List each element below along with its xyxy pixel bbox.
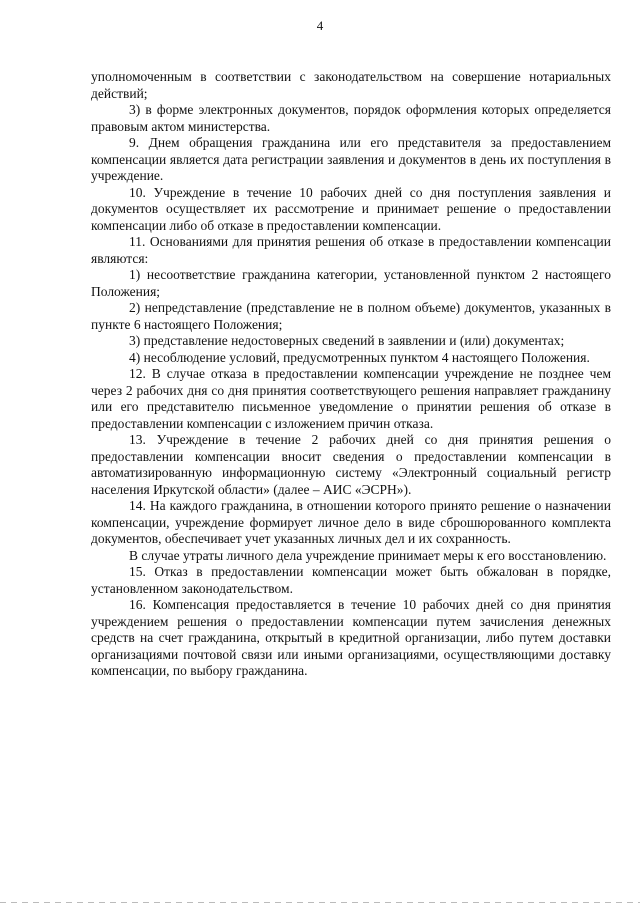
paragraph: 16. Компенсация предоставляется в течение 10 рабочих дней со дня принятия учреждением решения о предоставлении компенсации путем зачисления денежных средств на счет гражданина, открытый в кредитной организации, либо путем доставки организациями почтовой связи или иными организациями, осуществляющими доставку компенсации, по выбору гражданина. bbox=[91, 597, 611, 678]
paragraph: 3) в форме электронных документов, порядок оформления которых определяется правовым актом министерства. bbox=[91, 102, 611, 134]
paragraph: 10. Учреждение в течение 10 рабочих дней со дня поступления заявления и документов осуществляет их рассмотрение и принимает решение о предоставлении компенсации либо об отказе в предоставлении компенсации. bbox=[91, 184, 611, 233]
paragraph: 2) непредставление (представление не в полном объеме) документов, указанных в пункте 6 настоящего Положения; bbox=[91, 300, 611, 332]
paragraph: 11. Основаниями для принятия решения об отказе в предоставлении компенсации являются: bbox=[91, 234, 611, 266]
paragraph: 13. Учреждение в течение 2 рабочих дней со дня принятия решения о предоставлении компенсации вносит сведения о предоставлении компенсации в автоматизированную информационную систему «Электронный социальный регистр населения Иркутской области» (далее – АИС «ЭСРН»). bbox=[91, 432, 611, 497]
paragraph: 14. На каждого гражданина, в отношении которого принято решение о назначении компенсации, учреждение формирует личное дело в виде сброшюрованного комплекта документов, обеспечивает учет указанных личных дел и их сохранность. bbox=[91, 498, 611, 546]
paragraph: В случае утраты личного дела учреждение принимает меры к его восстановлению. bbox=[129, 547, 607, 563]
paragraph: 15. Отказ в предоставлении компенсации может быть обжалован в порядке, установленном законодательством. bbox=[91, 564, 611, 596]
paragraph: уполномоченным в соответствии с законодательством на совершение нотариальных действий; bbox=[91, 69, 611, 101]
paragraph: 4) несоблюдение условий, предусмотренных пунктом 4 настоящего Положения. bbox=[129, 349, 590, 365]
paragraph: 3) представление недостоверных сведений в заявлении и (или) документах; bbox=[129, 333, 565, 348]
scan-edge-line bbox=[0, 902, 640, 903]
paragraph: 12. В случае отказа в предоставлении компенсации учреждение не позднее чем через 2 рабочих дня со дня принятия соответствующего решения направляет гражданину или его представителю письменное уведомление о принятии решения об отказе в предоставлении компенсации с изложением причин отказа. bbox=[91, 366, 611, 431]
document-body bbox=[91, 69, 611, 680]
paragraph: 9. Днем обращения гражданина или его представителя за предоставлением компенсации является дата регистрации заявления и документов в день их поступления в учреждение. bbox=[91, 135, 611, 183]
page-number: 4 bbox=[316, 18, 324, 33]
paragraph: 1) несоответствие гражданина категории, установленной пунктом 2 настоящего Положения; bbox=[91, 267, 611, 299]
